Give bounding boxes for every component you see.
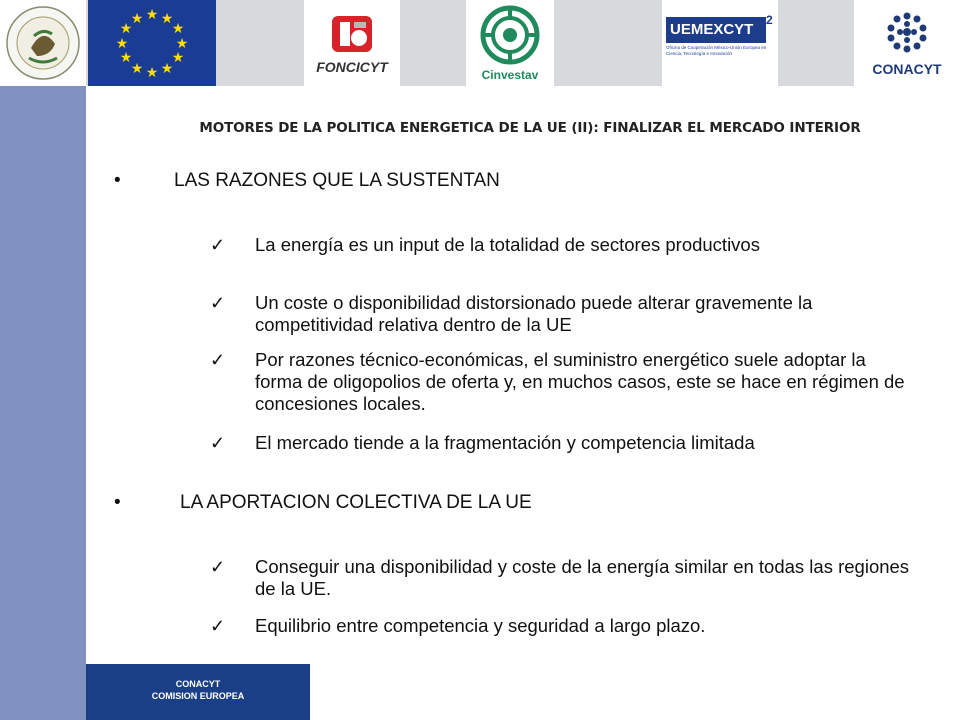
list-item [210, 349, 905, 417]
list-item-text: Un coste o disponibilidad distorsionado puede alterar gravemente la competitividad relativa dentro de la UE [255, 292, 813, 335]
svg-text:★: ★ [130, 61, 144, 77]
section-heading-text: LA APORTACION COLECTIVA DE LA UE [180, 492, 532, 513]
bullet-dot: • [114, 492, 121, 513]
conacyt-logo [854, 0, 960, 86]
list-item-text: El mercado tiende a la fragmentación y competencia limitada [255, 432, 755, 453]
mexico-seal-logo [0, 0, 86, 86]
conacyt-wordmark: CONACYT [872, 60, 942, 77]
uemexcyt-superscript: 2 [766, 13, 773, 27]
slide-title: MOTORES DE LA POLITICA ENERGETICA DE LA UE (II): FINALIZAR EL MERCADO INTERIOR [199, 120, 861, 136]
left-sidebar-band [0, 0, 86, 720]
checkmark-icon: ✓ [210, 433, 226, 453]
cinvestav-logo [466, 0, 554, 86]
cinvestav-wordmark: Cinvestav [481, 67, 539, 82]
svg-text:★: ★ [171, 21, 185, 37]
checkmark-icon: ✓ [210, 350, 226, 370]
cinvestav-emblem-icon [475, 5, 545, 65]
list-item-text: La energía es un input de la totalidad de sectores productivos [255, 234, 760, 255]
checkmark-icon: ✓ [210, 293, 226, 313]
uemexcyt-logo [662, 0, 778, 86]
svg-text:★: ★ [160, 11, 174, 27]
list-item-text: Equilibrio entre competencia y seguridad a largo plazo. [255, 615, 706, 636]
svg-text:★: ★ [115, 36, 129, 52]
foncicyt-emblem-icon [330, 12, 374, 56]
foncicyt-logo [304, 0, 400, 86]
svg-text:★: ★ [171, 50, 185, 66]
footer-line-1: CONACYT [175, 679, 221, 689]
list-item-text: Por razones técnico-económicas, el suministro energético suele adoptar la forma de oligopolios de oferta y, en muchos casos, este se hace en régimen de concesiones locales. [255, 349, 905, 414]
eu-flag-logo [88, 0, 216, 86]
eu-stars-icon [88, 0, 216, 86]
list-item-text: Conseguir una disponibilidad y coste de la energía similar en todas las regiones de la UE. [255, 556, 910, 599]
svg-text:★: ★ [145, 65, 159, 81]
checkmark-icon: ✓ [210, 235, 226, 255]
bullet-dot: • [114, 170, 121, 191]
foncicyt-wordmark: FONCICYT [316, 58, 388, 75]
svg-text:★: ★ [130, 11, 144, 27]
svg-text:★: ★ [145, 7, 159, 23]
list-item [210, 556, 910, 602]
uemexcyt-subtitle: Oficina de Cooperación México-Unión Europea en Ciencia, Tecnología e Innovación [666, 45, 767, 56]
section-heading-text: LAS RAZONES QUE LA SUSTENTAN [174, 170, 500, 191]
footer-line-2: COMISION EUROPEA [151, 691, 245, 701]
checkmark-icon: ✓ [210, 616, 226, 636]
list-item [210, 234, 900, 280]
checkmark-icon: ✓ [210, 557, 226, 577]
mexico-seal-icon [4, 4, 82, 82]
svg-text:★: ★ [175, 36, 189, 52]
svg-text:★: ★ [119, 21, 133, 37]
conacyt-emblem-icon [885, 10, 929, 54]
svg-text:★: ★ [160, 61, 174, 77]
svg-text:★: ★ [119, 50, 133, 66]
list-item [210, 432, 900, 456]
list-item [210, 292, 900, 338]
list-item [210, 615, 900, 639]
logo-header [0, 0, 960, 86]
footer-band [86, 664, 310, 720]
uemexcyt-wordmark: UEMEXCYT [670, 21, 754, 38]
